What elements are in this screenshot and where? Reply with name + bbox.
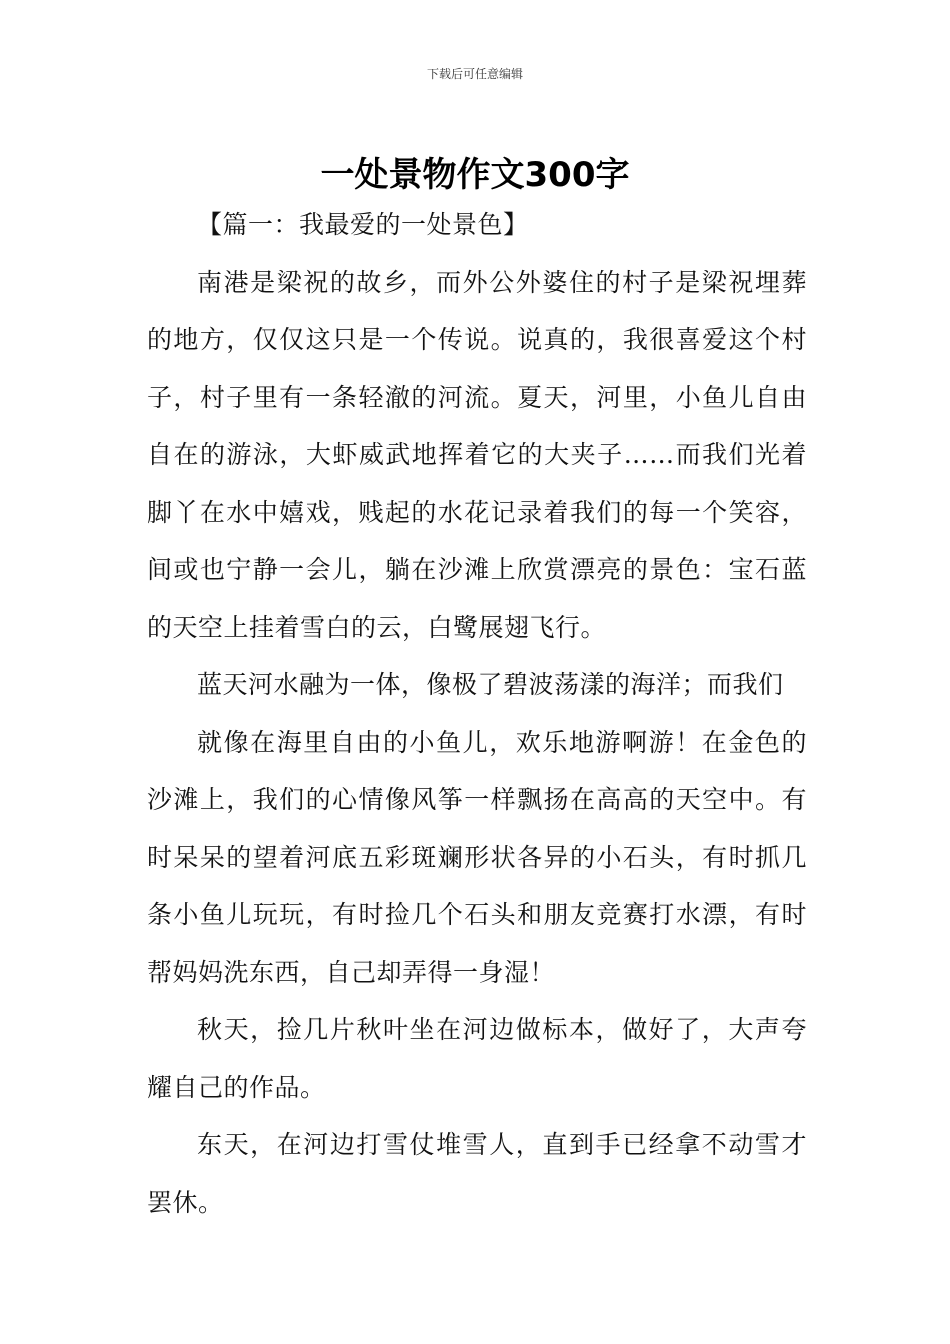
paragraph-2: 蓝天河水融为一体，像极了碧波荡漾的海洋；而我们 xyxy=(197,670,784,699)
paragraph-1: 南港是梁祝的故乡，而外公外婆住的村子是梁祝埋葬的地方，仅仅这只是一个传说。说真的，我很喜爱这个村子，村子里有一条轻澈的河流。夏天，河里，小鱼儿自由自在的游泳，大虾威武地挥着它的大夹子……而我们光着脚丫在水中嬉戏，贱起的水花记录着我们的每一个笑容，间或也宁静一会儿，躺在沙滩上欣赏漂亮的景色：宝石蓝的天空上挂着雪白的云，白鹭展翅飞行。 xyxy=(147,267,807,642)
paragraph-3: 就像在海里自由的小鱼儿，欢乐地游啊游！在金色的沙滩上，我们的心情像风筝一样飘扬在高高的天空中。有时呆呆的望着河底五彩斑斓形状各异的小石头，有时抓几条小鱼儿玩玩，有时捡几个石头和朋友竞赛打水漂，有时帮妈妈洗东西，自己却弄得一身湿！ xyxy=(147,727,807,987)
page-title: 一处景物作文300字 xyxy=(320,154,630,195)
paragraph-5: 东天，在河边打雪仗堆雪人，直到手已经拿不动雪才罢休。 xyxy=(147,1130,807,1217)
section-heading: 【篇一：我最爱的一处景色】 xyxy=(197,210,529,239)
paragraph-4: 秋天，捡几片秋叶坐在河边做标本，做好了，大声夸耀自己的作品。 xyxy=(147,1015,807,1102)
header-note: 下载后可任意编辑 xyxy=(426,67,523,81)
essay-body xyxy=(147,196,807,1231)
